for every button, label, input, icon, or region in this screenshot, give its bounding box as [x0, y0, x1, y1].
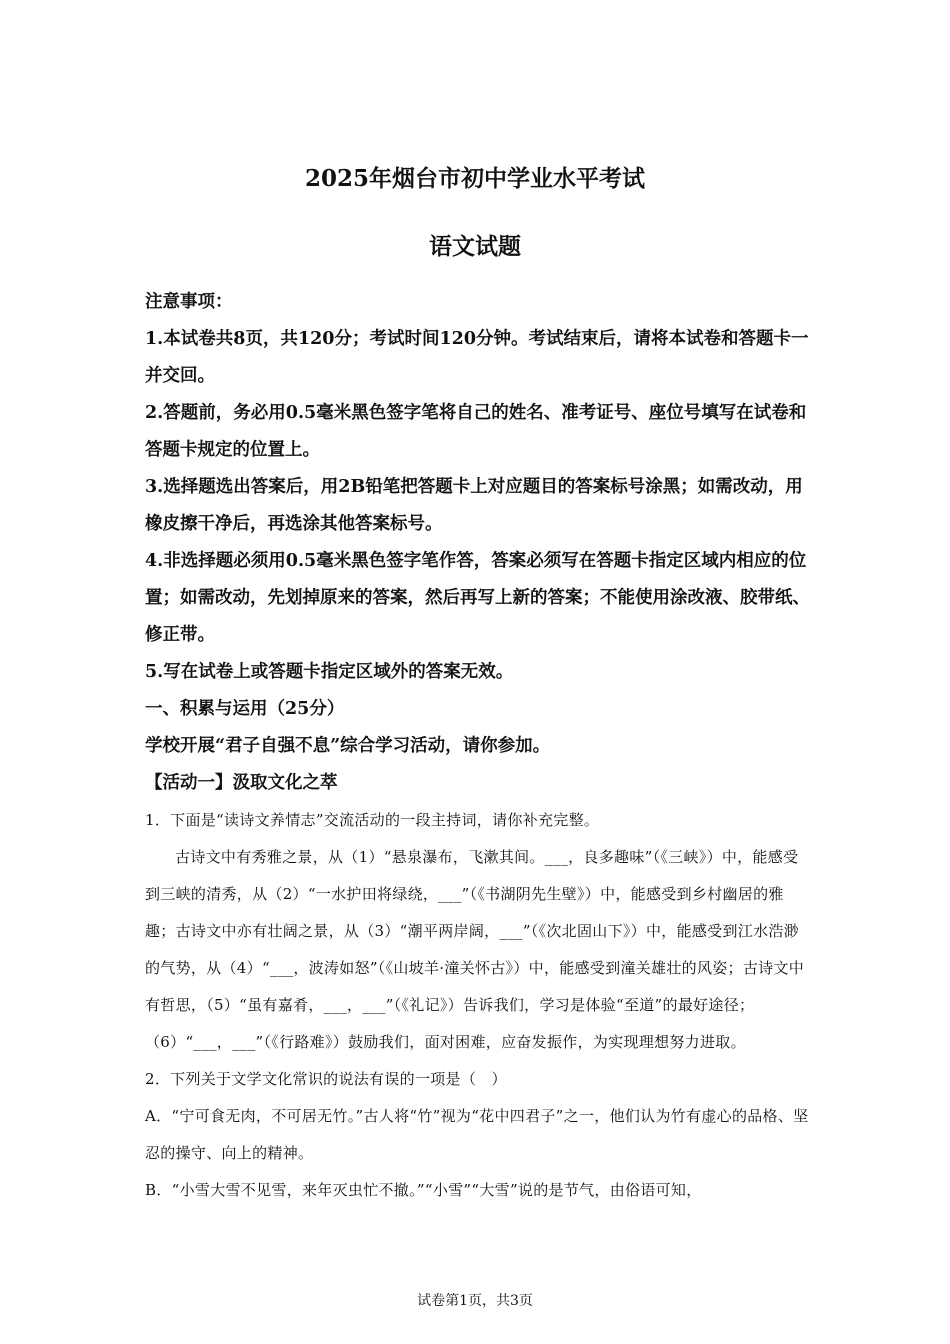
subject-title: 语文试题 [429, 233, 521, 260]
question-2-stem: 2．下列关于文学文化常识的说法有误的一项是（ ） [145, 1070, 507, 1088]
notice-item-1: 1.本试卷共8页，共120分；考试时间120分钟。考试结束后，请将本试卷和答题卡一并交回。 [145, 329, 809, 386]
exam-content [145, 284, 810, 1209]
notice-item-3: 3.选择题选出答案后，用2B铅笔把答题卡上对应题目的答案标号涂黑；如需改动，用橡皮擦干净后，再选涂其他答案标号。 [145, 477, 803, 534]
section-heading: 一、积累与运用（25分） [145, 699, 345, 719]
notice-heading: 注意事项： [145, 292, 233, 312]
question-1-passage: 古诗文中有秀雅之景，从（1）“悬泉瀑布，飞漱其间。___，良多趣味”（《三峡》）中，能感受到三峡的清秀，从（2）“一水护田将绿绕，___”（《书湖阴先生壁》）中，能感受到乡村幽居的雅趣；古诗文中亦有壮阔之景，从（3）“潮平两岸阔，___”（《次北固山下》）中，能感受到江水浩渺的气势，从（4）“___，波涛如怒”（《山坡羊·潼关怀古》）中，能感受到潼关雄壮的风姿；古诗文中有哲思，（5）“虽有嘉肴，___，___”（《礼记》）告诉我们，学习是体验“至道”的最好途径；（6）“___，___”（《行路难》）鼓励我们，面对困难，应奋发振作，为实现理想努力进取。 [145, 848, 805, 1051]
question-2-option-a: A．“宁可食无肉，不可居无竹。”古人将“竹”视为“花中四君子”之一，他们认为竹有虚心的品格、坚忍的操守、向上的精神。 [145, 1107, 809, 1162]
notice-item-4: 4.非选择题必须用0.5毫米黑色签字笔作答，答案必须写在答题卡指定区域内相应的位置；如需改动，先划掉原来的答案，然后再写上新的答案；不能使用涂改液、胶带纸、修正带。 [145, 551, 810, 645]
activity-heading: 【活动一】汲取文化之萃 [145, 773, 338, 793]
section-intro: 学校开展“君子自强不息”综合学习活动，请你参加。 [145, 736, 551, 756]
notice-item-2: 2.答题前，务必用0.5毫米黑色签字笔将自己的姓名、准考证号、座位号填写在试卷和答题卡规定的位置上。 [145, 403, 807, 460]
page-footer: 试卷第1页，共3页 [417, 1293, 533, 1309]
question-1-stem: 1．下面是“读诗文养情志”交流活动的一段主持词，请你补充完整。 [145, 811, 600, 829]
notice-item-5: 5.写在试卷上或答题卡指定区域外的答案无效。 [145, 662, 514, 682]
exam-title: 2025年烟台市初中学业水平考试 [304, 165, 645, 192]
question-2-option-b: B．“小雪大雪不见雪，来年灭虫忙不撤。”“小雪”“大雪”说的是节气，由俗语可知， [145, 1181, 702, 1199]
